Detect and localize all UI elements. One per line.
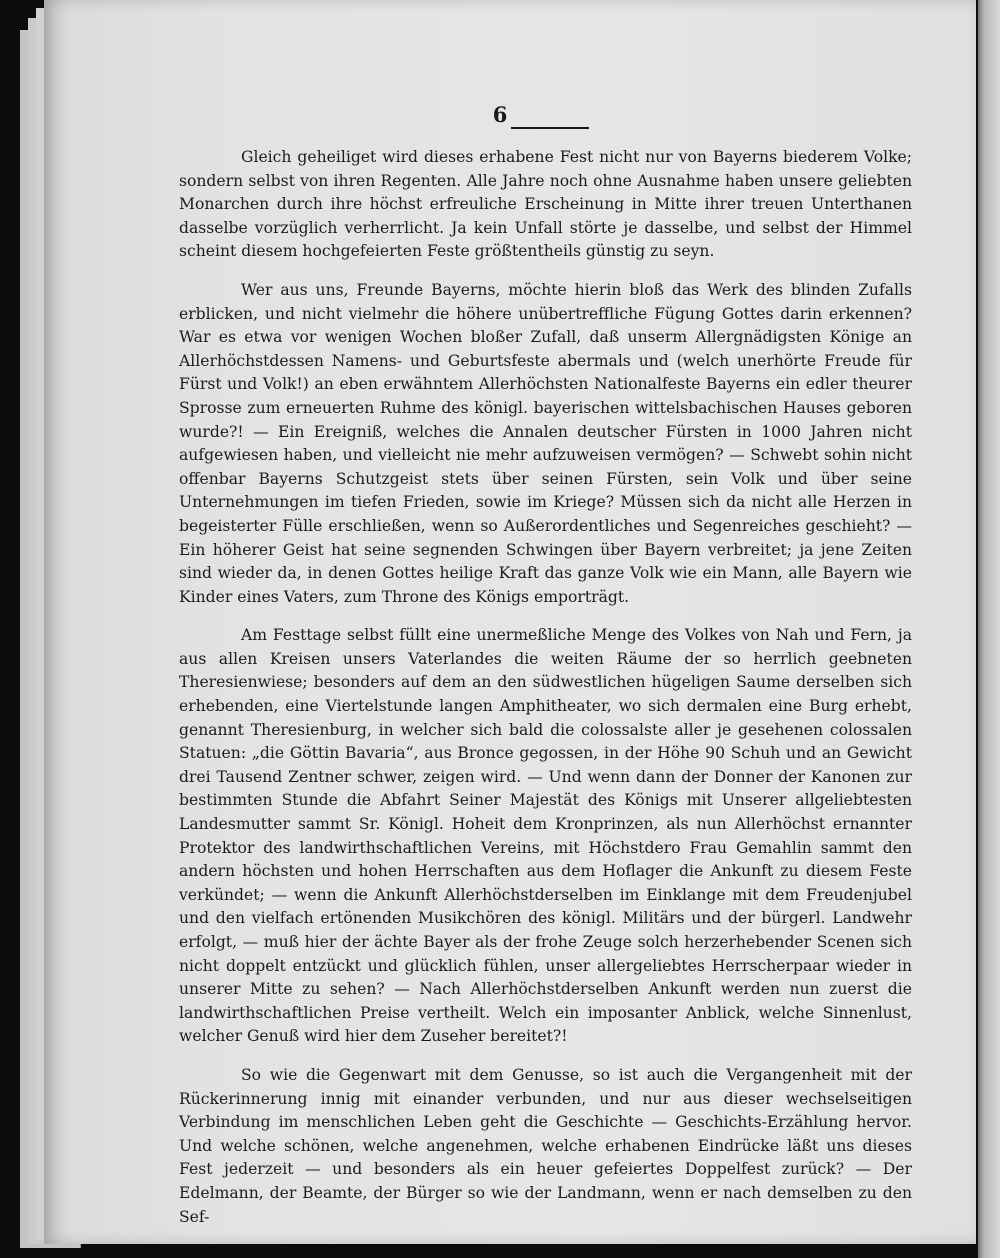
next-page-edge [978,0,1000,1258]
page-number-rule [511,127,589,129]
paragraph: Gleich geheiliget wird dieses erhabene Fest nicht nur von Bayerns biederem Volke; sondern selbst von ihren Regenten. Alle Jahre noch ohne Ausnahme haben unsere geliebten Monarchen durch ihre höchst erfreuliche Erscheinung in Mitte ihrer treuen Unterthanen dasselbe vorzüglich verherrlicht. Ja kein Unfall störte je dasselbe, und selbst der Himmel scheint diesem hochgefeierten Feste größtentheils günstig zu seyn. [179,148,912,261]
paragraph: So wie die Gegenwart mit dem Genusse, so ist auch die Vergangenheit mit der Rückerinnerung innig mit einander verbunden, und nur aus dieser wechselseitigen Verbindung im menschlichen Leben geht die Geschichte — Geschichts-Erzählung hervor. Und welche schönen, welche angenehmen, welche erhabenen Eindrücke läßt uns dieses Fest jederzeit — und besonders als ein heuer gefeiertes Doppelfest zurück? — Der Edelmann, der Beamte, der Bürger so wie der Landmann, wenn er nach demselben zu den Sef- [179,1065,912,1226]
page-number: 6 [492,102,508,127]
paragraph: Am Festtage selbst füllt eine unermeßliche Menge des Volkes von Nah und Fern, ja aus allen Kreisen unsers Vaterlandes die weiten Räume der so herrlich geebneten Theresienwiese; besonders auf dem an den südwestlichen hügeligen Saume derselben sich erhebenden, eine Viertelstunde langen Amphitheater, wo sich dermalen eine Burg erhebt, genannt Theresienburg, in welcher sich bald die colossalste aller je gesehenen colossalen Statuen: „die Göttin Bavaria“, aus Bronce gegossen, in der Höhe 90 Schuh und an Gewicht drei Tausend Zentner schwer, zeigen wird. — Und wenn dann der Donner der Kanonen zur bestimmten Stunde die Abfahrt Seiner Majestät des Königs mit Unserer allgeliebtesten Landesmutter sammt Sr. Königl. Hoheit dem Kronprinzen, als nun Allerhöchst ernannter Protektor des landwirthschaftlichen Vereins, mit Höchstdero Frau Gemahlin sammt den andern höchsten und hohen Herrschaften aus dem Hoflager die Ankunft zu diesem Feste verkündet; — wenn die Ankunft Allerhöchstderselben im Einklange mit dem Freudenjubel und den vielfach ertönenden Musikchören des königl. Militärs und der bürgerl. Landwehr erfolgt, — muß hier der ächte Bayer als der frohe Zeuge solch herzerhebender Scenen sich nicht doppelt entzückt und glücklich fühlen, unser allergeliebtes Herrscherpaar wieder in unserer Mitte zu sehen? — Nach Allerhöchstderselben Ankunft werden nun zuerst die landwirthschaftlichen Preise vertheilt. Welch ein imposanter Anblick, welche Sinnenlust, welcher Genuß wird hier dem Zuseher bereitet?! [179,626,912,1046]
paragraph: Wer aus uns, Freunde Bayerns, möchte hierin bloß das Werk des blinden Zufalls erblicken, und nicht vielmehr die höhere unübertreffliche Fügung Gottes darin erkennen? War es etwa vor wenigen Wochen bloßer Zufall, daß unserm Allergnädigsten Könige an Allerhöchstdessen Namens- und Geburtsfeste abermals und (welch unerhörte Freude für Fürst und Volk!) an eben erwähntem Allerhöchsten Nationalfeste Bayerns ein edler theurer Sprosse zum erneuerten Ruhme des königl. bayerischen wittelsbachischen Hauses geboren wurde?! — Ein Ereigniß, welches die Annalen deutscher Fürsten in 1000 Jahren nicht aufgewiesen haben, und vielleicht nie mehr aufzuweisen vermögen? — Schwebt sohin nicht offenbar Bayerns Schutzgeist stets über seinen Fürsten, sein Volk und über seine Unternehmungen im tiefen Frieden, sowie im Kriege? Müssen sich da nicht alle Herzen in begeisterter Fülle erschließen, wenn so Außerordentliches und Segenreiches geschieht? — Ein höherer Geist hat seine segnenden Schwingen über Bayern verbreitet; ja jene Zeiten sind wieder da, in denen Gottes heilige Kraft das ganze Volk wie ein Mann, alle Bayern wie Kinder eines Vaters, zum Throne des Königs emporträgt. [179,280,912,606]
body-text [179,146,912,1244]
